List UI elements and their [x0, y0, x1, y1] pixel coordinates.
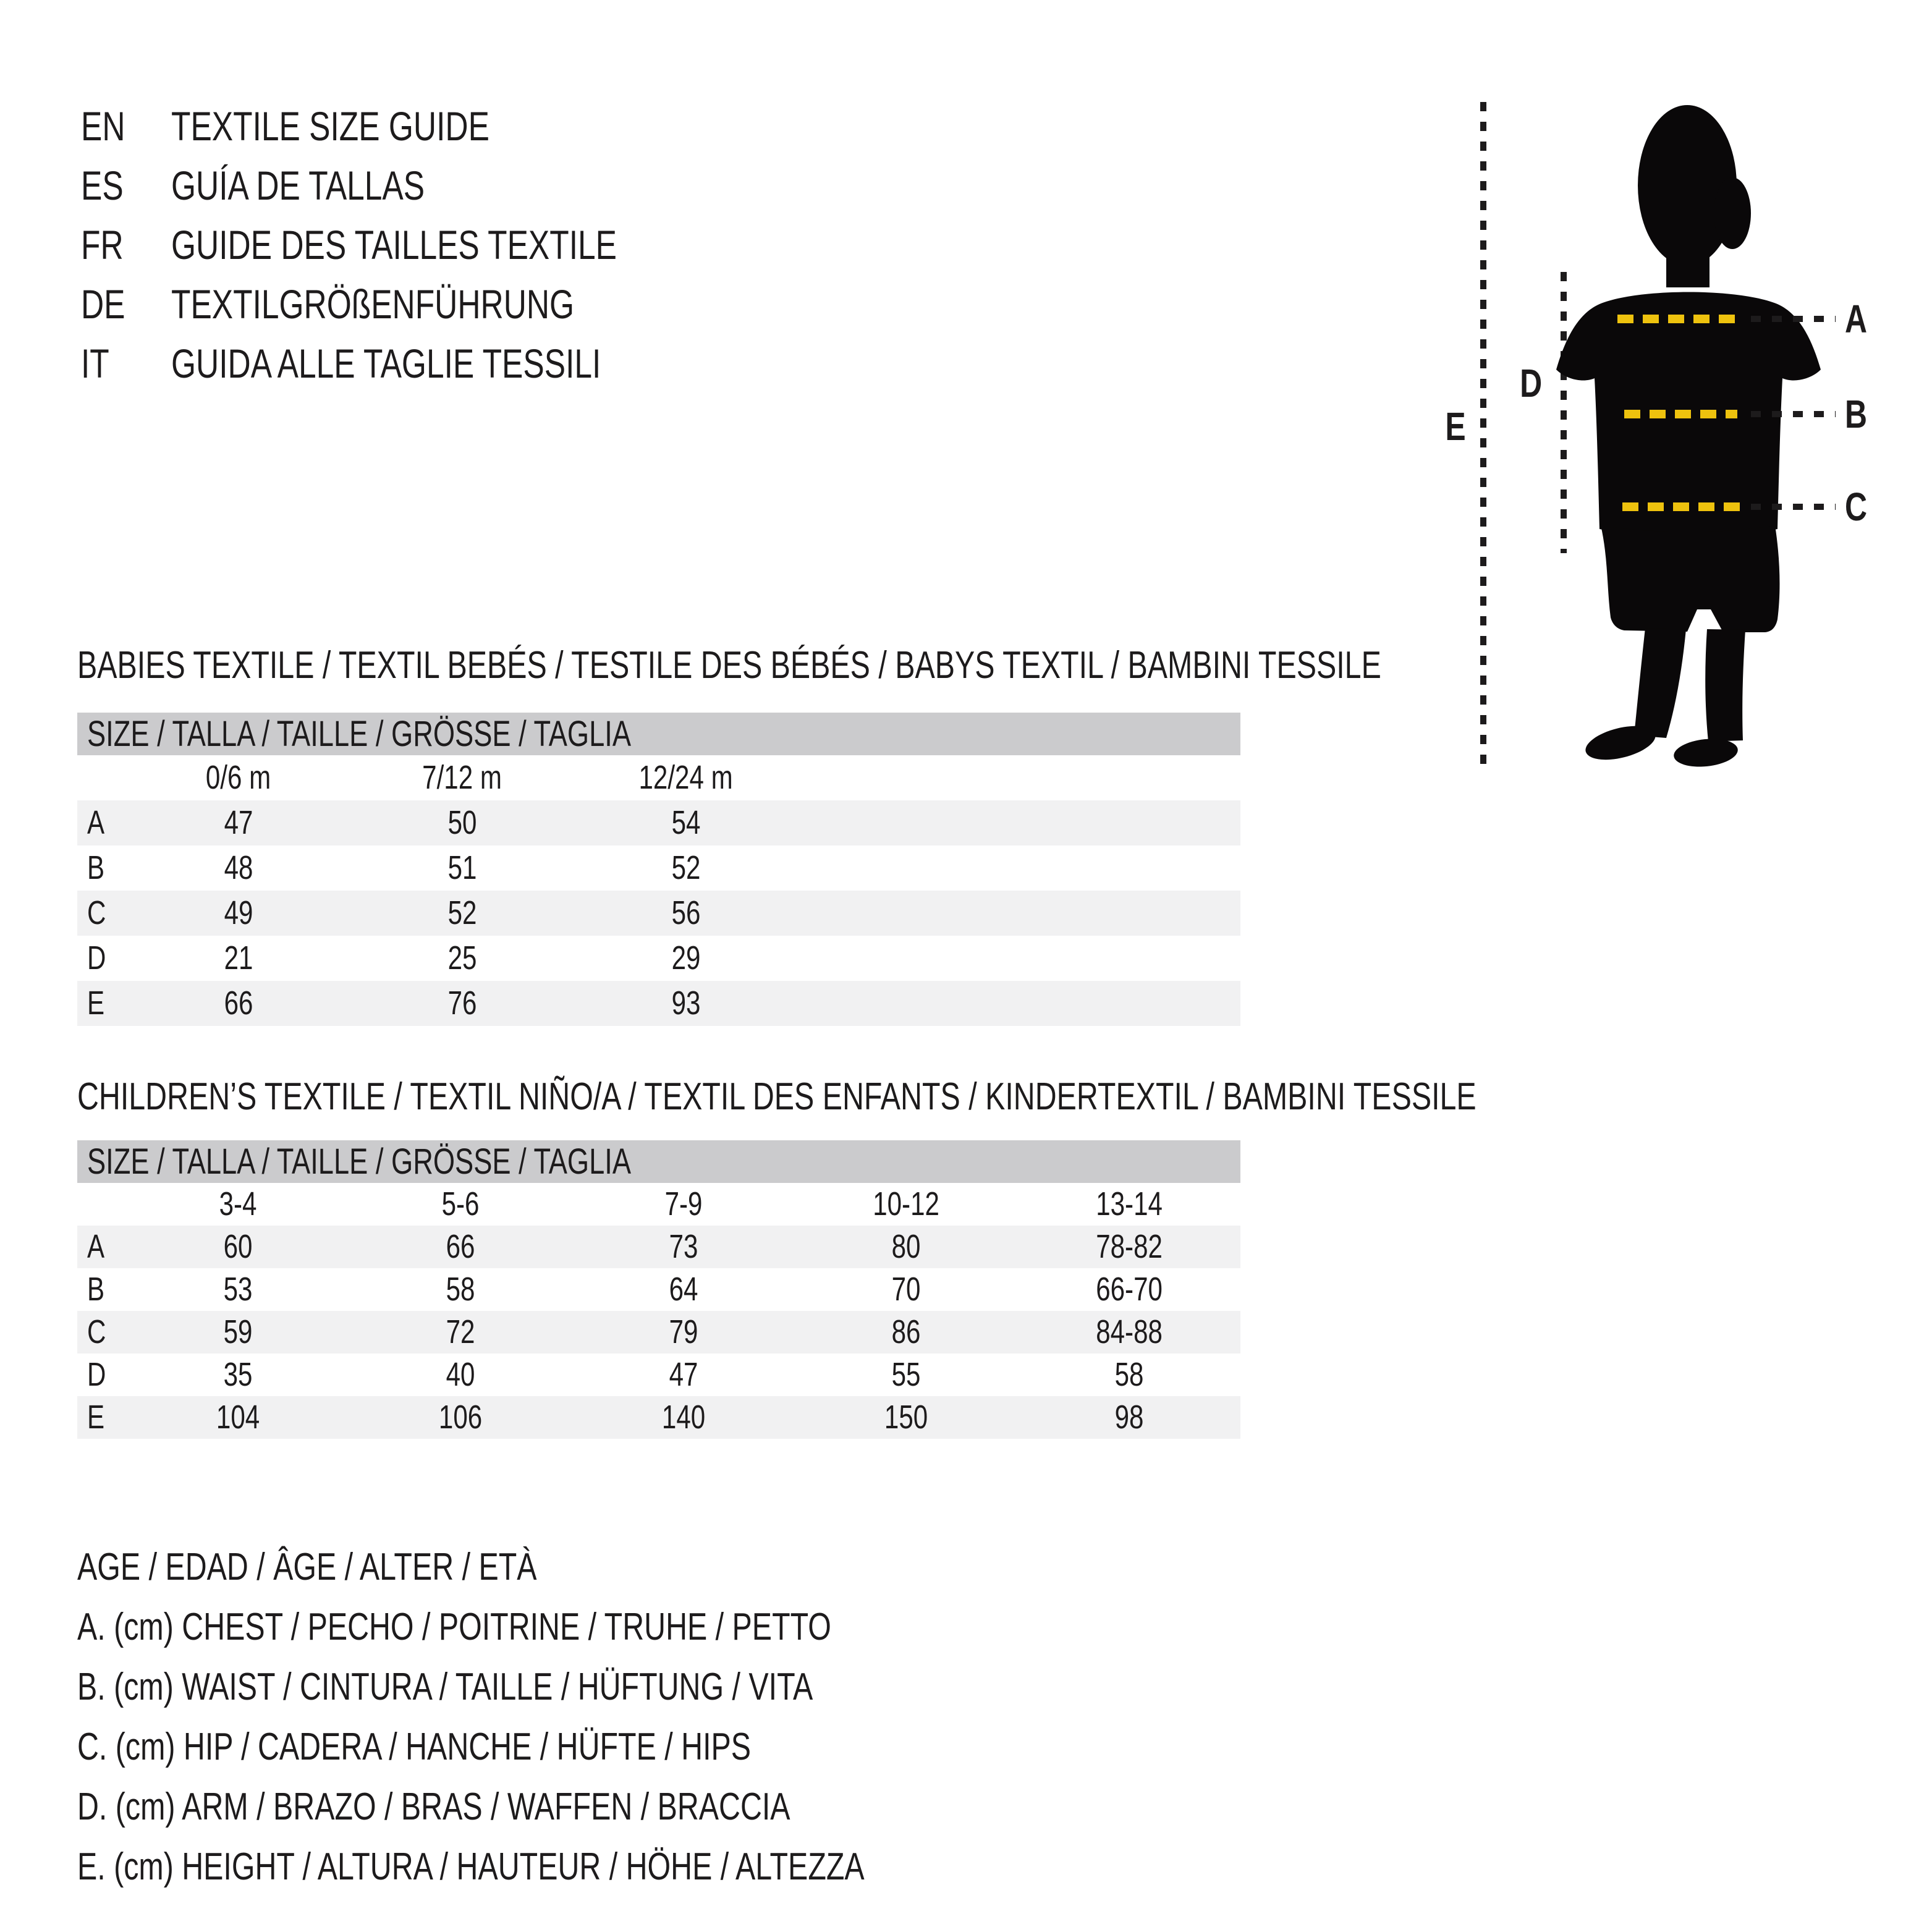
legend-hip-c: C. (cm) HIP / CADERA / HANCHE / HÜFTE / HIPS: [77, 1726, 752, 1768]
language-title-list: [81, 96, 742, 393]
babies-row-b: B 48 51 52: [87, 849, 701, 886]
lang-code-de: DE: [81, 281, 125, 327]
lang-title-fr: GUIDE DES TAILLES TEXTILE: [171, 222, 617, 268]
figure-label-e: E: [1445, 404, 1466, 449]
measurement-legend: [77, 1537, 1087, 1897]
children-column-header-row: [77, 1183, 1240, 1226]
lang-row-es: [81, 156, 742, 215]
children-size-table: [77, 1140, 1240, 1439]
babies-size-header-bar: SIZE / TALLA / TAILLE / GRÖSSE / TAGLIA: [77, 713, 1240, 755]
children-col-7-9: 7-9: [664, 1185, 703, 1222]
lang-row-de: [81, 274, 742, 334]
children-col-3-4: 3-4: [219, 1185, 257, 1222]
lang-code-en: EN: [81, 103, 125, 149]
babies-col-0-6m: 0/6 m: [206, 759, 271, 796]
children-row-b: B 53 58 64 70 66-70: [87, 1271, 1163, 1308]
figure-label-c: C: [1845, 485, 1868, 529]
lang-code-es: ES: [81, 163, 124, 208]
legend-age: AGE / EDAD / ÂGE / ALTER / ETÀ: [77, 1546, 537, 1588]
children-row-d: D 35 40 47 55 58: [87, 1356, 1144, 1393]
babies-row-e: E 66 76 93: [77, 981, 1240, 1026]
lang-row-fr: [81, 215, 742, 274]
babies-row-d: D 21 25 29: [87, 939, 701, 977]
babies-row-a: A 47 50 54: [77, 800, 1240, 845]
lang-title-es: GUÍA DE TALLAS: [171, 163, 425, 208]
children-col-5-6: 5-6: [441, 1185, 480, 1222]
babies-size-table: [77, 713, 1240, 1026]
children-col-13-14: 13-14: [1095, 1185, 1163, 1222]
children-row-c: C 59 72 79 86 84-88: [77, 1311, 1240, 1354]
lang-title-it: GUIDA ALLE TAGLIE TESSILI: [171, 341, 601, 386]
lang-code-fr: FR: [81, 222, 124, 268]
figure-label-b: B: [1845, 392, 1868, 436]
children-size-header-bar: SIZE / TALLA / TAILLE / GRÖSSE / TAGLIA: [77, 1140, 1240, 1183]
children-section-title: CHILDREN’S TEXTILE / TEXTIL NIÑO/A / TEXTIL DES ENFANTS / KINDERTEXTIL / BAMBINI TESSILE: [77, 1075, 1477, 1118]
babies-section-title: BABIES TEXTILE / TEXTIL BEBÉS / TESTILE DES BÉBÉS / BABYS TEXTIL / BAMBINI TESSILE: [77, 644, 1381, 687]
legend-arm-d: D. (cm) ARM / BRAZO / BRAS / WAFFEN / BRACCIA: [77, 1786, 790, 1828]
figure-label-a: A: [1845, 297, 1868, 341]
babies-col-7-12m: 7/12 m: [422, 759, 502, 796]
lang-row-it: [81, 334, 742, 393]
lang-row-en: [81, 96, 742, 156]
figure-label-d: D: [1519, 361, 1542, 405]
babies-col-12-24m: 12/24 m: [638, 759, 734, 796]
children-row-e: E 104 106 140 150 98: [77, 1396, 1240, 1439]
legend-waist-b: B. (cm) WAIST / CINTURA / TAILLE / HÜFTUNG / VITA: [77, 1666, 813, 1708]
babies-column-header-row: [77, 755, 1240, 800]
children-col-10-12: 10-12: [873, 1185, 940, 1222]
legend-height-e: E. (cm) HEIGHT / ALTURA / HAUTEUR / HÖHE / ALTEZZA: [77, 1845, 865, 1888]
children-row-a: A 60 66 73 80 78-82: [77, 1226, 1240, 1268]
legend-chest-a: A. (cm) CHEST / PECHO / POITRINE / TRUHE / PETTO: [77, 1606, 831, 1648]
lang-title-en: TEXTILE SIZE GUIDE: [171, 103, 489, 149]
lang-code-it: IT: [81, 341, 109, 386]
lang-title-de: TEXTILGRÖßENFÜHRUNG: [171, 281, 575, 327]
babies-row-c: C 49 52 56: [77, 891, 1240, 936]
